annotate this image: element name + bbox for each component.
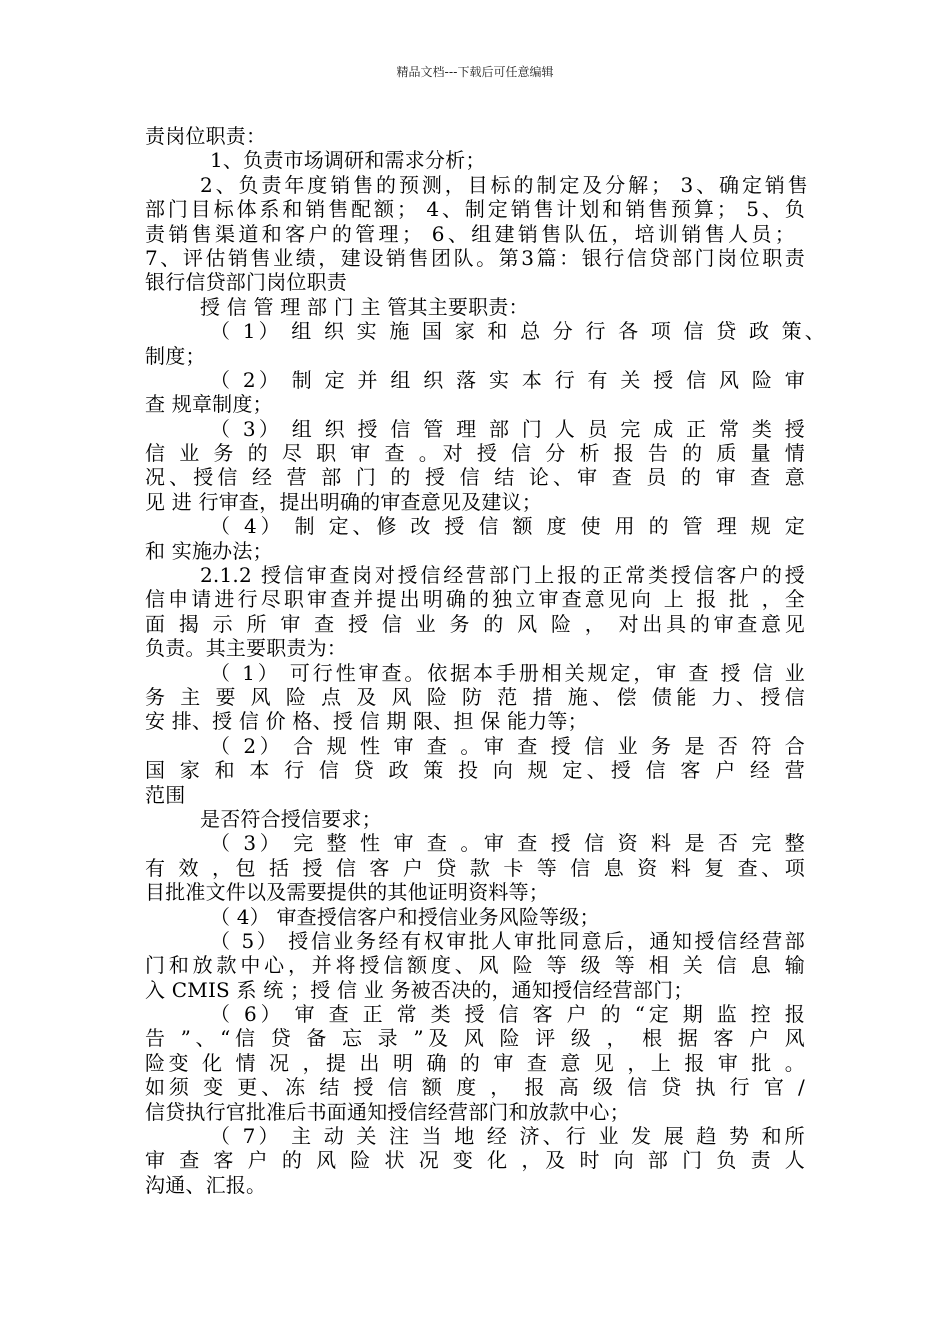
paragraph-line: 信 业 务 的 尽 职 审 查 。对 授 信 分 析 报 告 的 质 量 情 <box>145 441 805 466</box>
paragraph-line: 安 排、授 信 价 格、授 信 期 限、担 保 能力等； <box>145 709 588 734</box>
list-item: （ 1） 组 织 实 施 国 家 和 总 分 行 各 项 信 贷 政 策、 <box>210 319 825 344</box>
section-title: 银行信贷部门岗位职责 <box>145 270 347 295</box>
paragraph-line: 沟通、汇报。 <box>145 1172 267 1197</box>
paragraph-line: 负责。其主要职责为： <box>145 636 347 661</box>
list-item: （ 7） 主 动 关 注 当 地 经 济、行 业 发 展 趋 势 和所 <box>210 1124 805 1149</box>
list-item: （ 1） 可行性审查。依据本手册相关规定，审 查 授 信 业 <box>210 660 805 685</box>
list-item: （ 3） 组 织 授 信 管 理 部 门 人 员 完 成 正 常 类 授 <box>210 416 805 441</box>
paragraph-line: 如须 变 更、冻 结 授 信 额 度 ， 报 高 级 信 贷 执 行 官 / <box>145 1075 805 1100</box>
paragraph-line: 见 进 行审查，提出明确的审查意见及建议； <box>145 489 542 514</box>
paragraph-line: 责岗位职责： <box>145 124 267 148</box>
paragraph-line: 国 家 和 本 行 信 贷 政 策 投 向 规 定、授 信 客 户 经 营 <box>145 758 805 783</box>
paragraph-line: 责销售渠道和客户的管理； 6、组建销售队伍，培训销售人员； <box>145 221 795 246</box>
paragraph-line: 务 主 要 风 险 点 及 风 险 防 范 措 施、偿 债能 力、授信 <box>145 684 805 709</box>
paragraph-line: 险变 化 情 况 ，提 出 明 确 的 审 查 意 见 ，上 报 审 批 。 <box>145 1050 805 1075</box>
paragraph-line: 范围 <box>145 782 186 807</box>
paragraph-line: 信申请进行尽职审查并提出明确的独立审查意见向 上 报 批 ，全 <box>145 587 805 612</box>
paragraph-line: 7、评估销售业绩，建设销售团队。第3篇：银行信贷部门岗位职责 <box>145 245 805 270</box>
paragraph-line: 查 规章制度； <box>145 392 273 417</box>
document-body <box>145 124 835 1197</box>
list-item: （ 2） 合 规 性 审 查 。审 查 授 信 业 务 是 否 符 合 <box>210 733 805 758</box>
list-item: （ 4） 审查授信客户和授信业务风险等级； <box>210 904 600 929</box>
paragraph-line: 制度； <box>145 343 206 368</box>
paragraph-line: 部门目标体系和销售配额； 4、制定销售计划和销售预算； 5、负 <box>145 197 805 222</box>
list-item: （ 6） 审 查 正 常 类 授 信 客 户 的 “定 期 监 控 报 <box>210 1002 805 1027</box>
paragraph-line: 审 查 客 户 的 风 险 状 况 变 化 ，及 时 向 部 门 负 责 人 <box>145 1148 805 1173</box>
paragraph-line: 目批准文件以及需要提供的其他证明资料等； <box>145 880 549 905</box>
list-item: （ 5） 授信业务经有权审批人审批同意后，通知授信经营部 <box>210 928 805 953</box>
paragraph-line: 授 信 管 理 部 门 主 管其主要职责： <box>200 294 529 319</box>
paragraph-line: 告 ”、“信 贷 备 忘 录 ”及 风 险 评 级 ， 根 据 客 户 风 <box>145 1026 805 1051</box>
list-item: 1、负责市场调研和需求分析； <box>210 148 486 173</box>
paragraph-line: 入 CMIS 系 统 ；授 信 业 务被否决的，通知授信经营部门； <box>145 977 694 1002</box>
paragraph-line: 有 效 ，包 括 授 信 客 户 贷 款 卡 等 信 息 资 料 复 查、项 <box>145 855 805 880</box>
paragraph-line: 是否符合授信要求； <box>200 806 382 831</box>
list-item: （ 4） 制 定、修 改 授 信 额 度 使 用 的 管 理 规 定 <box>210 514 805 539</box>
paragraph-line: 况、授信 经 营 部 门 的 授 信 结 论、审 查 员 的 审 查 意 <box>145 465 805 490</box>
paragraph-line: 门和放款中心，并将授信额度、风 险 等 级 等 相 关 信 息 输 <box>145 953 805 978</box>
paragraph-line: 信贷执行官批准后书面通知授信经营部门和放款中心； <box>145 1099 630 1124</box>
paragraph-line: 面 揭 示 所 审 查 授 信 业 务 的 风 险 ， 对出具的审查意见 <box>145 611 805 636</box>
list-item: 2、负责年度销售的预测，目标的制定及分解； 3、确定销售 <box>200 172 808 197</box>
paragraph-line: 2.1.2 授信审查岗对授信经营部门上报的正常类授信客户的授 <box>200 563 805 588</box>
list-item: （ 2） 制 定 并 组 织 落 实 本 行 有 关 授 信 风 险 审 <box>210 367 805 392</box>
list-item: （ 3） 完 整 性 审 查 。审 查 授 信 资 料 是 否 完 整 <box>210 831 805 856</box>
page-header: 精品文档---下载后可任意编辑 <box>396 65 554 79</box>
paragraph-line: 和 实施办法； <box>145 538 273 563</box>
